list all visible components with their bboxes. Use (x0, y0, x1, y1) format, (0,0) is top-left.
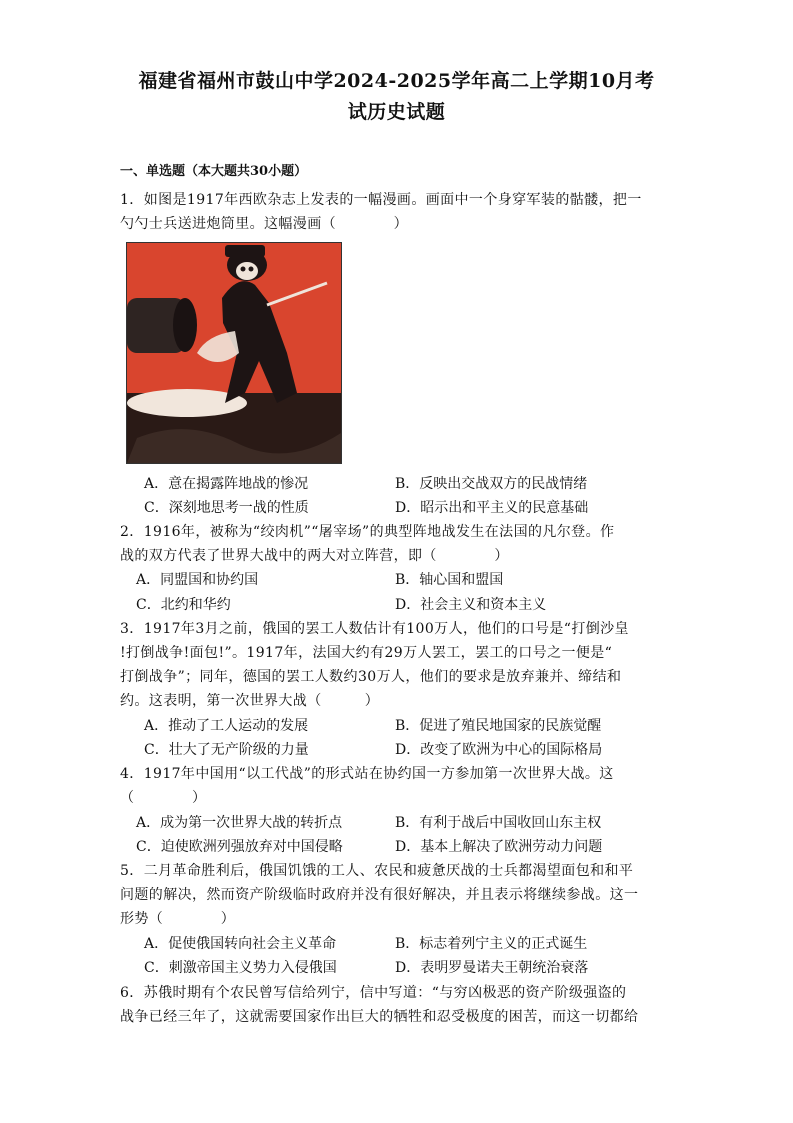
question-1-option-c[interactable]: C．深刻地思考一战的性质 (144, 500, 309, 516)
question-4-option-b[interactable]: B．有利于战后中国收回山东主权 (395, 815, 602, 831)
question-4-option-d[interactable]: D．基本上解决了欧洲劳动力问题 (395, 839, 603, 855)
question-5-stem-line-3: 形势（ ） (120, 911, 236, 927)
question-3-option-c[interactable]: C．壮大了无产阶级的力量 (144, 742, 309, 758)
question-2-option-a[interactable]: A．同盟国和协约国 (136, 572, 259, 588)
question-2-option-d[interactable]: D．社会主义和资本主义 (395, 597, 547, 613)
question-5-option-d[interactable]: D．表明罗曼诺夫王朝统治衰落 (395, 960, 589, 976)
question-4-option-c[interactable]: C．迫使欧洲列强放弃对中国侵略 (136, 839, 343, 855)
question-5-option-c[interactable]: C．刺激帝国主义势力入侵俄国 (144, 960, 337, 976)
question-1-option-b[interactable]: B．反映出交战双方的民战情绪 (395, 476, 588, 492)
question-3-stem-line-2: !打倒战争!面包!”。1917年，法国大约有29万人罢工，罢工的口号之一便是“ (120, 645, 613, 661)
question-3-stem-line-4: 约。这表明，第一次世界大战（ ） (120, 693, 380, 709)
question-1-stem-line-1: 1．如图是1917年西欧杂志上发表的一幅漫画。画面中一个身穿军装的骷髅，把一 (120, 192, 642, 208)
cartoon-image (126, 242, 342, 464)
question-3-option-d[interactable]: D．改变了欧洲为中心的国际格局 (395, 742, 603, 758)
title-line-1: 福建省福州市鼓山中学2024-2025学年高二上学期10月考 (138, 70, 655, 92)
question-2-option-c[interactable]: C．北约和华约 (136, 597, 231, 613)
question-6-stem-line-1: 6．苏俄时期有个农民曾写信给列宁，信中写道：“与穷凶极恶的资产阶级强盗的 (120, 985, 627, 1001)
question-3-option-a[interactable]: A．推动了工人运动的发展 (144, 718, 309, 734)
question-1-stem-line-2: 勺勺士兵送进炮筒里。这幅漫画（ ） (120, 216, 408, 232)
question-4-stem-line-2: （ ） (120, 790, 207, 806)
question-3-stem-line-1: 3．1917年3月之前，俄国的罢工人数估计有100万人，他们的口号是“打倒沙皇 (120, 621, 629, 637)
question-1-option-a[interactable]: A．意在揭露阵地战的惨况 (144, 476, 309, 492)
section-heading: 一、单选题（本大题共30小题） (120, 164, 308, 179)
question-3-option-b[interactable]: B．促进了殖民地国家的民族觉醒 (395, 718, 602, 734)
title-line-2: 试历史试题 (347, 101, 446, 123)
question-5-option-a[interactable]: A．促使俄国转向社会主义革命 (144, 936, 337, 952)
question-2-stem-line-1: 2．1916年，被称为“绞肉机”“屠宰场”的典型阵地战发生在法国的凡尔登。作 (120, 524, 615, 540)
question-5-stem-line-1: 5．二月革命胜利后，俄国饥饿的工人、农民和疲惫厌战的士兵都渴望面包和和平 (120, 863, 634, 879)
question-5-stem-line-2: 问题的解决，然而资产阶级临时政府并没有很好解决，并且表示将继续参战。这一 (120, 887, 639, 903)
question-2-stem-line-2: 战的双方代表了世界大战中的两大对立阵营，即（ ） (120, 548, 509, 564)
question-4-option-a[interactable]: A．成为第一次世界大战的转折点 (136, 815, 343, 831)
cartoon-illustration (127, 243, 341, 463)
page-title (100, 66, 693, 128)
question-2-option-b[interactable]: B．轴心国和盟国 (395, 572, 504, 588)
question-5-option-b[interactable]: B．标志着列宁主义的正式诞生 (395, 936, 588, 952)
question-3-stem-line-3: 打倒战争”；同年，德国的罢工人数约30万人，他们的要求是放弃兼并、缔结和 (120, 669, 622, 685)
question-1-option-d[interactable]: D．昭示出和平主义的民意基础 (395, 500, 589, 516)
question-4-stem-line-1: 4．1917年中国用“以工代战”的形式站在协约国一方参加第一次世界大战。这 (120, 766, 614, 782)
question-6-stem-line-2: 战争已经三年了，这就需要国家作出巨大的牺牲和忍受极度的困苦，而这一切都给 (120, 1009, 639, 1025)
